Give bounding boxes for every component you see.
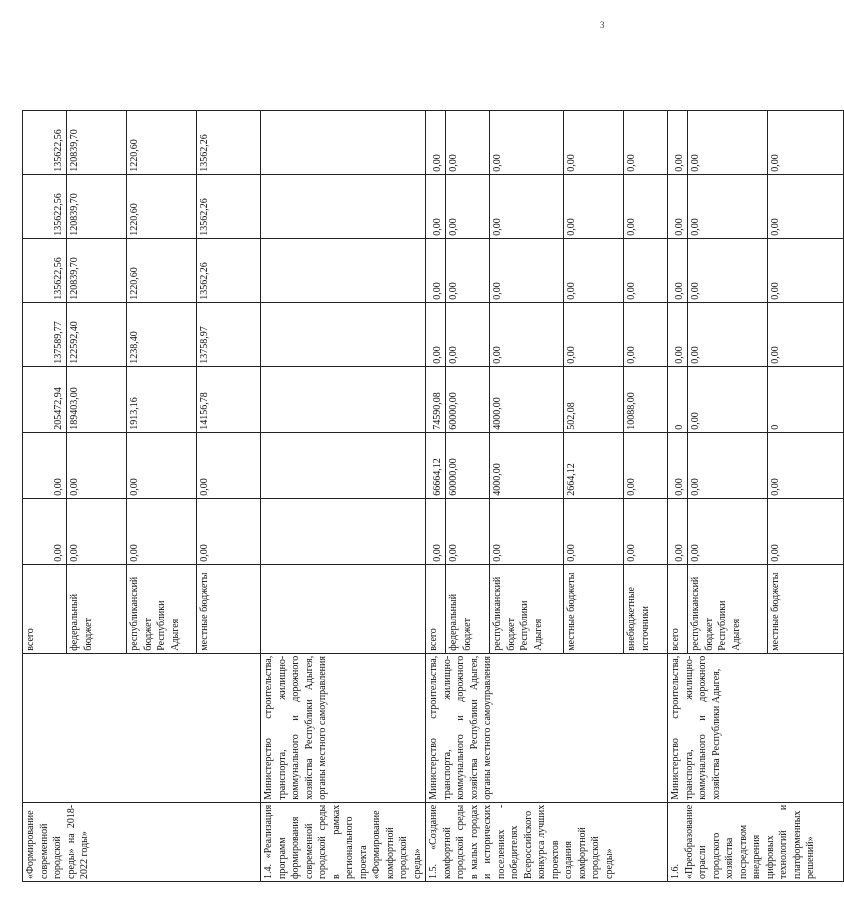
value-cell: 0,00	[564, 498, 624, 564]
value-cell: 0,00	[668, 302, 688, 366]
table-row	[261, 110, 426, 881]
value-cell: 13562,26	[197, 174, 261, 238]
value-cell: 4000,00	[490, 432, 564, 498]
value-cell: 1220,60	[127, 238, 197, 302]
value-cell: 0,00	[688, 498, 768, 564]
empty-cell	[261, 110, 426, 174]
funding-source-cell: республиканский бюджет Республики Адыгея	[688, 564, 768, 653]
value-cell: 66664,12	[426, 432, 446, 498]
funding-source-cell: местные бюджеты	[564, 564, 624, 653]
value-cell: 0,00	[668, 174, 688, 238]
value-cell: 0,00	[768, 302, 844, 366]
value-cell: 0,00	[446, 498, 490, 564]
empty-cell	[261, 174, 426, 238]
value-cell: 0,00	[624, 238, 668, 302]
value-cell: 0,00	[768, 498, 844, 564]
value-cell: 0,00	[564, 174, 624, 238]
value-cell: 0,00	[668, 432, 688, 498]
measure-name-cell: 1.4. «Реализация программ формирования современной городской среды в рамках регионального проекта «Формирование комфортной городской среды»	[261, 802, 426, 881]
value-cell: 0,00	[564, 302, 624, 366]
value-cell: 0,00	[67, 432, 127, 498]
value-cell: 60000,00	[446, 432, 490, 498]
value-cell: 0,00	[446, 238, 490, 302]
value-cell: 0,00	[490, 498, 564, 564]
value-cell: 205472,94	[23, 366, 67, 432]
value-cell: 0,00	[490, 110, 564, 174]
value-cell: 0,00	[564, 110, 624, 174]
value-cell: 2664,12	[564, 432, 624, 498]
empty-cell	[261, 366, 426, 432]
executor-cell: Министерство строительства, транспорта, жилищно-коммунального и дорожного хозяйства Республики Адыгея, органы местного самоуправления	[426, 653, 668, 802]
funding-source-cell: местные бюджеты	[197, 564, 261, 653]
value-cell: 0,00	[490, 302, 564, 366]
value-cell: 0,00	[426, 302, 446, 366]
value-cell: 502,08	[564, 366, 624, 432]
empty-cell	[261, 564, 426, 653]
value-cell: 0,00	[197, 498, 261, 564]
value-cell: 137589,77	[23, 302, 67, 366]
value-cell: 135622,56	[23, 110, 67, 174]
table-row	[23, 110, 67, 881]
empty-cell	[261, 432, 426, 498]
value-cell: 13758,97	[197, 302, 261, 366]
value-cell: 0,00	[624, 302, 668, 366]
value-cell: 14156,78	[197, 366, 261, 432]
value-cell: 0	[768, 366, 844, 432]
value-cell: 135622,56	[23, 174, 67, 238]
value-cell: 0,00	[688, 366, 768, 432]
value-cell: 135622,56	[23, 238, 67, 302]
value-cell: 0,00	[668, 498, 688, 564]
value-cell: 120839,70	[67, 174, 127, 238]
value-cell: 0,00	[768, 238, 844, 302]
value-cell: 0,00	[426, 498, 446, 564]
value-cell: 13562,26	[197, 238, 261, 302]
funding-source-cell: всего	[668, 564, 688, 653]
measure-name-cell: «Формирование современной городской среды» на 2018-2022 годы»	[23, 802, 261, 881]
empty-cell	[261, 238, 426, 302]
value-cell: 13562,26	[197, 110, 261, 174]
value-cell: 1220,60	[127, 110, 197, 174]
value-cell: 0,00	[688, 238, 768, 302]
value-cell: 120839,70	[67, 238, 127, 302]
value-cell: 0,00	[624, 432, 668, 498]
rotated-page	[22, 37, 816, 882]
value-cell: 0,00	[23, 498, 67, 564]
funding-source-cell: местные бюджеты	[768, 564, 844, 653]
value-cell: 120839,70	[67, 110, 127, 174]
value-cell: 60000,00	[446, 366, 490, 432]
funding-source-cell: республиканский бюджет Республики Адыгея	[490, 564, 564, 653]
value-cell: 1220,60	[127, 174, 197, 238]
value-cell: 74590,08	[426, 366, 446, 432]
empty-cell	[261, 498, 426, 564]
table-row	[668, 110, 688, 881]
value-cell: 189403,00	[67, 366, 127, 432]
value-cell: 0,00	[23, 432, 67, 498]
funding-source-cell: всего	[23, 564, 67, 653]
value-cell: 0,00	[668, 110, 688, 174]
executor-cell: Министерство строительства, транспорта, жилищно-коммунального и дорожного хозяйства Республики Адыгея,	[668, 653, 844, 802]
value-cell: 0,00	[564, 238, 624, 302]
value-cell: 0,00	[624, 498, 668, 564]
value-cell: 0,00	[490, 174, 564, 238]
value-cell: 0,00	[127, 498, 197, 564]
value-cell: 0,00	[426, 238, 446, 302]
value-cell: 0,00	[768, 110, 844, 174]
value-cell: 0,00	[624, 174, 668, 238]
value-cell: 0,00	[668, 238, 688, 302]
empty-cell	[261, 302, 426, 366]
value-cell: 0,00	[688, 174, 768, 238]
value-cell: 0	[668, 366, 688, 432]
table-row	[426, 110, 446, 881]
value-cell: 0,00	[67, 498, 127, 564]
value-cell: 10088,00	[624, 366, 668, 432]
value-cell: 0,00	[197, 432, 261, 498]
measure-name-cell: 1.5. «Создание комфортной городской среды в малых городах и исторических поселениях - победителях Всероссийского конкурса лучших проектов создания комфортной городской среды»	[426, 802, 668, 881]
value-cell: 0,00	[127, 432, 197, 498]
page-number-marker: 3	[600, 20, 605, 30]
value-cell: 0,00	[446, 302, 490, 366]
funding-source-cell: федеральный бюджет	[446, 564, 490, 653]
value-cell: 0,00	[688, 110, 768, 174]
value-cell: 0,00	[768, 174, 844, 238]
funding-source-cell: внебюджетные источники	[624, 564, 668, 653]
funding-table	[22, 110, 844, 882]
value-cell: 0,00	[688, 302, 768, 366]
value-cell: 0,00	[624, 110, 668, 174]
funding-source-cell: всего	[426, 564, 446, 653]
value-cell: 1913,16	[127, 366, 197, 432]
table-body	[23, 110, 844, 881]
value-cell: 0,00	[426, 174, 446, 238]
executor-cell: Министерство строительства, транспорта, жилищно-коммунального и дорожного хозяйства Республики Адыгея, органы местного самоуправления	[261, 653, 426, 802]
value-cell: 0,00	[446, 174, 490, 238]
value-cell: 0,00	[446, 110, 490, 174]
value-cell: 4000,00	[490, 366, 564, 432]
value-cell: 0,00	[688, 432, 768, 498]
value-cell: 0,00	[490, 238, 564, 302]
executor-cell	[23, 653, 261, 802]
funding-source-cell: республиканский бюджет Республики Адыгея	[127, 564, 197, 653]
measure-name-cell: 1.6. «Преобразование отрасли городского хозяйства посредством внедрения цифровых технологий и платформенных решений»	[668, 802, 844, 881]
funding-source-cell: федеральный бюджет	[67, 564, 127, 653]
value-cell: 1238,40	[127, 302, 197, 366]
value-cell: 122592,40	[67, 302, 127, 366]
value-cell: 0,00	[768, 432, 844, 498]
value-cell: 0,00	[426, 110, 446, 174]
